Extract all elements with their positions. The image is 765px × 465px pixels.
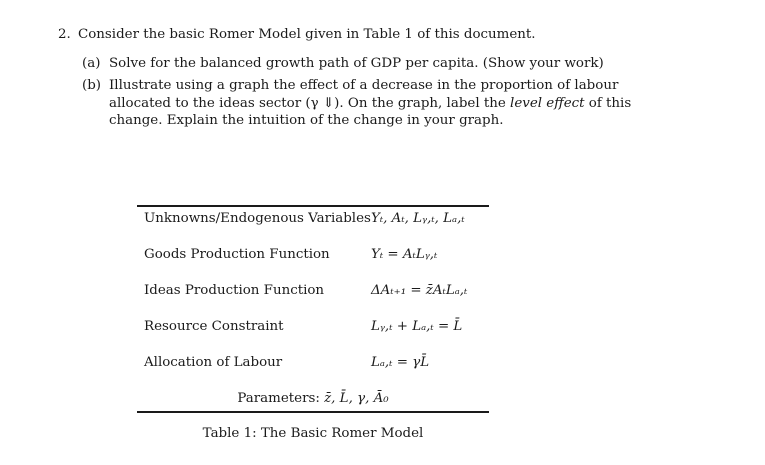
- parameters-line: [137, 391, 489, 406]
- part-b-label: (b): [82, 78, 102, 93]
- row-label: Unknowns/Endogenous Variables: [144, 211, 371, 226]
- table-bottom-rule: [137, 411, 489, 413]
- part-b-line-2: [109, 95, 632, 113]
- row-label: Resource Constraint: [144, 319, 284, 334]
- part-a-text: Solve for the balanced growth path of GDP per capita. (Show your work): [109, 56, 604, 71]
- part-b-line-3: change. Explain the intuition of the change in your graph.: [109, 113, 504, 129]
- parameters-value: z̄, L̄, γ, Ā₀: [324, 391, 389, 406]
- part-b-line-2-end: of this: [584, 95, 632, 111]
- question-number: 2.: [58, 27, 71, 42]
- table-row: [137, 283, 489, 301]
- row-label: Allocation of Labour: [144, 355, 283, 370]
- row-label: Ideas Production Function: [144, 283, 325, 298]
- row-value: Lₐ,ₜ = γL̄: [371, 355, 430, 370]
- row-value: ΔAₜ₊₁ = z̄AₜLₐ,ₜ: [371, 283, 468, 298]
- table-row: [137, 355, 489, 373]
- parameters-label: Parameters:: [237, 391, 325, 406]
- question-text: Consider the basic Romer Model given in Table 1 of this document.: [78, 27, 536, 42]
- table-top-rule: [137, 205, 489, 207]
- table-row: [137, 319, 489, 337]
- part-b-line-2-start: allocated to the ideas sector (γ ⇓). On the graph, label the: [109, 95, 511, 111]
- row-value: Yₜ = AₜLᵧ,ₜ: [371, 247, 438, 262]
- row-value: Lᵧ,ₜ + Lₐ,ₜ = L̄: [371, 319, 463, 334]
- part-b-line-1: Illustrate using a graph the effect of a decrease in the proportion of labour: [109, 78, 619, 93]
- level-effect-term: level effect: [510, 95, 585, 111]
- row-value: Yₜ, Aₜ, Lᵧ,ₜ, Lₐ,ₜ: [371, 211, 465, 226]
- table-row: [137, 247, 489, 265]
- table-caption: Table 1: The Basic Romer Model: [202, 426, 424, 441]
- row-label: Goods Production Function: [144, 247, 330, 262]
- table-row: [137, 211, 489, 229]
- part-a-label: (a): [82, 56, 101, 71]
